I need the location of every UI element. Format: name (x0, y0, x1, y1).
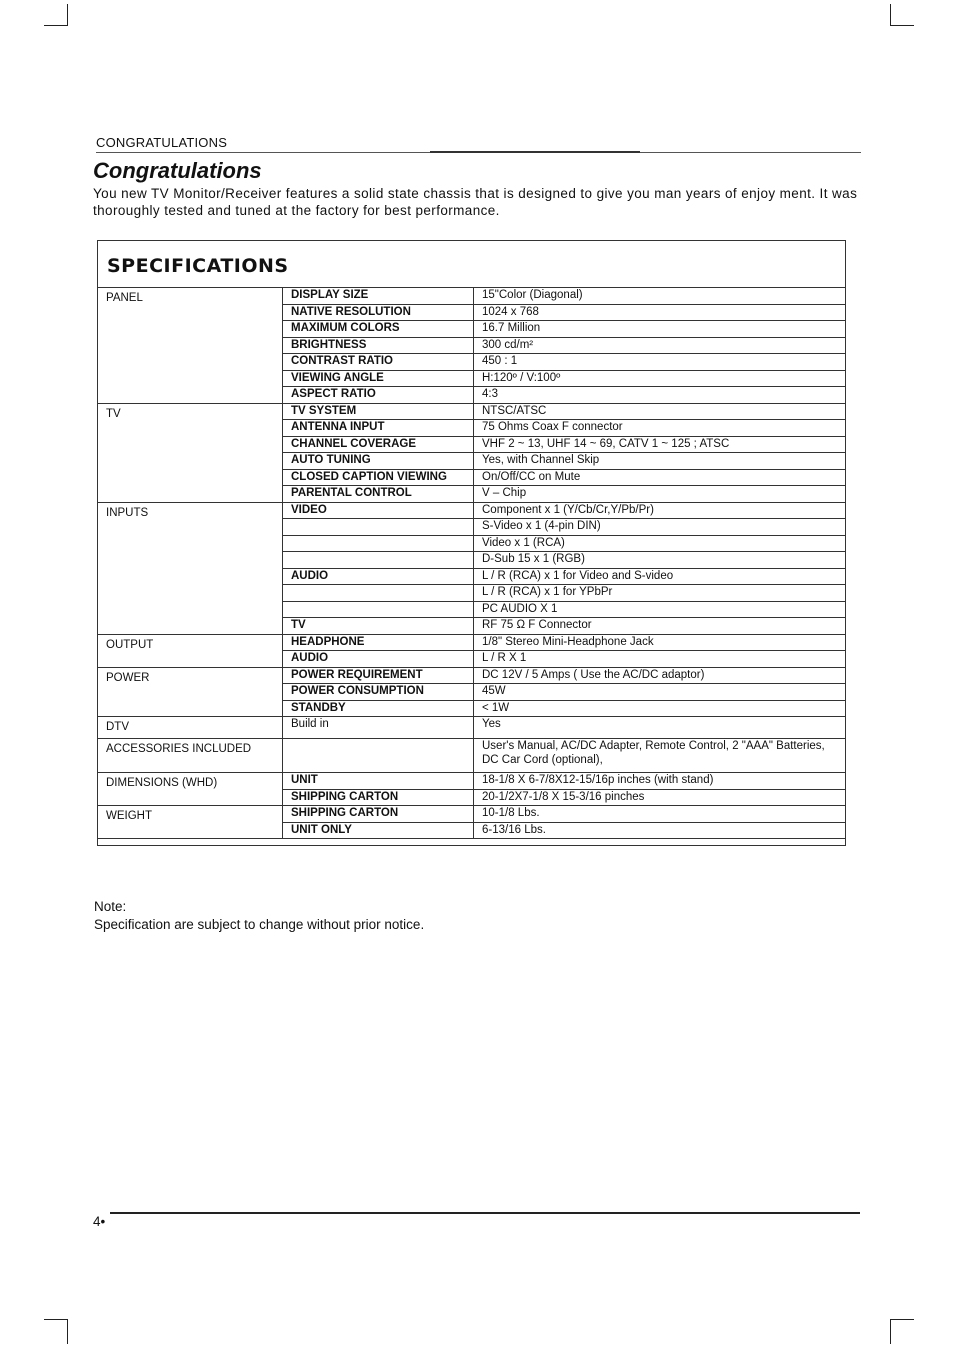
spec-item: ANTENNA INPUT (283, 420, 474, 437)
spec-value: 75 Ohms Coax F connector (474, 420, 846, 437)
spec-value: Video x 1 (RCA) (474, 535, 846, 552)
spec-item: ASPECT RATIO (283, 387, 474, 404)
spec-item (283, 535, 474, 552)
spec-value: S-Video x 1 (4-pin DIN) (474, 519, 846, 536)
spec-value: Yes, with Channel Skip (474, 453, 846, 470)
spec-item: HEADPHONE (283, 634, 474, 651)
page-number: 4• (93, 1214, 106, 1229)
page-title: Congratulations (93, 158, 262, 183)
section-label: CONGRATULATIONS (96, 135, 228, 150)
spec-value: Yes (474, 717, 846, 739)
spec-row (98, 773, 846, 790)
spec-category: INPUTS (98, 502, 283, 634)
spec-item: Build in (283, 717, 474, 739)
spec-value: 45W (474, 684, 846, 701)
spec-item: PARENTAL CONTROL (283, 486, 474, 503)
crop-mark (67, 1320, 68, 1344)
spec-item: CHANNEL COVERAGE (283, 436, 474, 453)
spec-row (98, 806, 846, 823)
spec-category: OUTPUT (98, 634, 283, 667)
spec-value: DC 12V / 5 Amps ( Use the AC/DC adaptor) (474, 667, 846, 684)
spec-row (98, 403, 846, 420)
spec-row (98, 739, 846, 773)
spec-category: PANEL (98, 288, 283, 404)
spec-item (283, 601, 474, 618)
spec-item (283, 519, 474, 536)
spec-value: 4:3 (474, 387, 846, 404)
spec-category: TV (98, 403, 283, 502)
footer-rule (110, 1212, 860, 1214)
crop-mark (890, 4, 891, 26)
spec-value: 300 cd/m² (474, 337, 846, 354)
spec-item: TV (283, 618, 474, 635)
spec-item: BRIGHTNESS (283, 337, 474, 354)
spec-item: POWER CONSUMPTION (283, 684, 474, 701)
spec-value: 15"Color (Diagonal) (474, 288, 846, 305)
spec-value: RF 75 Ω F Connector (474, 618, 846, 635)
spec-item: SHIPPING CARTON (283, 789, 474, 806)
note-text: Specification are subject to change without prior notice. (94, 917, 425, 932)
crop-mark (67, 4, 68, 26)
spec-value: 18-1/8 X 6-7/8X12-15/16p inches (with stand) (474, 773, 846, 790)
spec-value: < 1W (474, 700, 846, 717)
spec-item: AUDIO (283, 651, 474, 668)
spec-item: DISPLAY SIZE (283, 288, 474, 305)
spec-row (98, 667, 846, 684)
spec-category: WEIGHT (98, 806, 283, 839)
spec-item: UNIT (283, 773, 474, 790)
spec-category: ACCESSORIES INCLUDED (98, 739, 283, 773)
spec-item: CLOSED CAPTION VIEWING (283, 469, 474, 486)
crop-mark (890, 1320, 891, 1344)
spec-item: NATIVE RESOLUTION (283, 304, 474, 321)
spec-value: D-Sub 15 x 1 (RGB) (474, 552, 846, 569)
specifications-table (97, 287, 846, 839)
spec-value: PC AUDIO X 1 (474, 601, 846, 618)
spec-item: TV SYSTEM (283, 403, 474, 420)
spec-item: AUDIO (283, 568, 474, 585)
spec-value: L / R (RCA) x 1 for Video and S-video (474, 568, 846, 585)
spec-item: STANDBY (283, 700, 474, 717)
spec-item: POWER REQUIREMENT (283, 667, 474, 684)
spec-item (283, 552, 474, 569)
spec-row (98, 634, 846, 651)
spec-item (283, 585, 474, 602)
spec-value: 16.7 Million (474, 321, 846, 338)
spec-category: DTV (98, 717, 283, 739)
spec-row (98, 502, 846, 519)
spec-value: Component x 1 (Y/Cb/Cr,Y/Pb/Pr) (474, 502, 846, 519)
spec-category: DIMENSIONS (WHD) (98, 773, 283, 806)
crop-mark (44, 1319, 68, 1320)
spec-value: VHF 2 ~ 13, UHF 14 ~ 69, CATV 1 ~ 125 ; ATSC (474, 436, 846, 453)
spec-value: H:120º / V:100º (474, 370, 846, 387)
spec-item: SHIPPING CARTON (283, 806, 474, 823)
spec-value: NTSC/ATSC (474, 403, 846, 420)
crop-mark (890, 25, 914, 26)
spec-value: User's Manual, AC/DC Adapter, Remote Control, 2 "AAA" Batteries, DC Car Cord (optional), (474, 739, 846, 773)
spec-item: VIDEO (283, 502, 474, 519)
spec-value: 450 : 1 (474, 354, 846, 371)
spec-value: 20-1/2X7-1/8 X 15-3/16 pinches (474, 789, 846, 806)
spec-item: VIEWING ANGLE (283, 370, 474, 387)
spec-value: 6-13/16 Lbs. (474, 822, 846, 839)
spec-item (283, 739, 474, 773)
spec-value: 1/8" Stereo Mini-Headphone Jack (474, 634, 846, 651)
note-label: Note: (94, 899, 127, 914)
intro-paragraph: You new TV Monitor/Receiver features a solid state chassis that is designed to give you man years of enjoy ment. It was thoroughly tested and tuned at the factory for best performance. (93, 186, 858, 218)
spec-item: AUTO TUNING (283, 453, 474, 470)
spec-value: L / R (RCA) x 1 for YPbPr (474, 585, 846, 602)
specifications-title: SPECIFICATIONS (107, 255, 289, 277)
spec-value: L / R X 1 (474, 651, 846, 668)
spec-item: CONTRAST RATIO (283, 354, 474, 371)
header-rule-accent (430, 151, 640, 153)
crop-mark (44, 25, 68, 26)
spec-category: POWER (98, 667, 283, 717)
spec-item: MAXIMUM COLORS (283, 321, 474, 338)
spec-value: On/Off/CC on Mute (474, 469, 846, 486)
spec-row (98, 717, 846, 739)
spec-value: 10-1/8 Lbs. (474, 806, 846, 823)
specifications-box (97, 240, 846, 846)
spec-item: UNIT ONLY (283, 822, 474, 839)
spec-row (98, 288, 846, 305)
spec-value: 1024 x 768 (474, 304, 846, 321)
crop-mark (890, 1319, 914, 1320)
spec-value: V – Chip (474, 486, 846, 503)
